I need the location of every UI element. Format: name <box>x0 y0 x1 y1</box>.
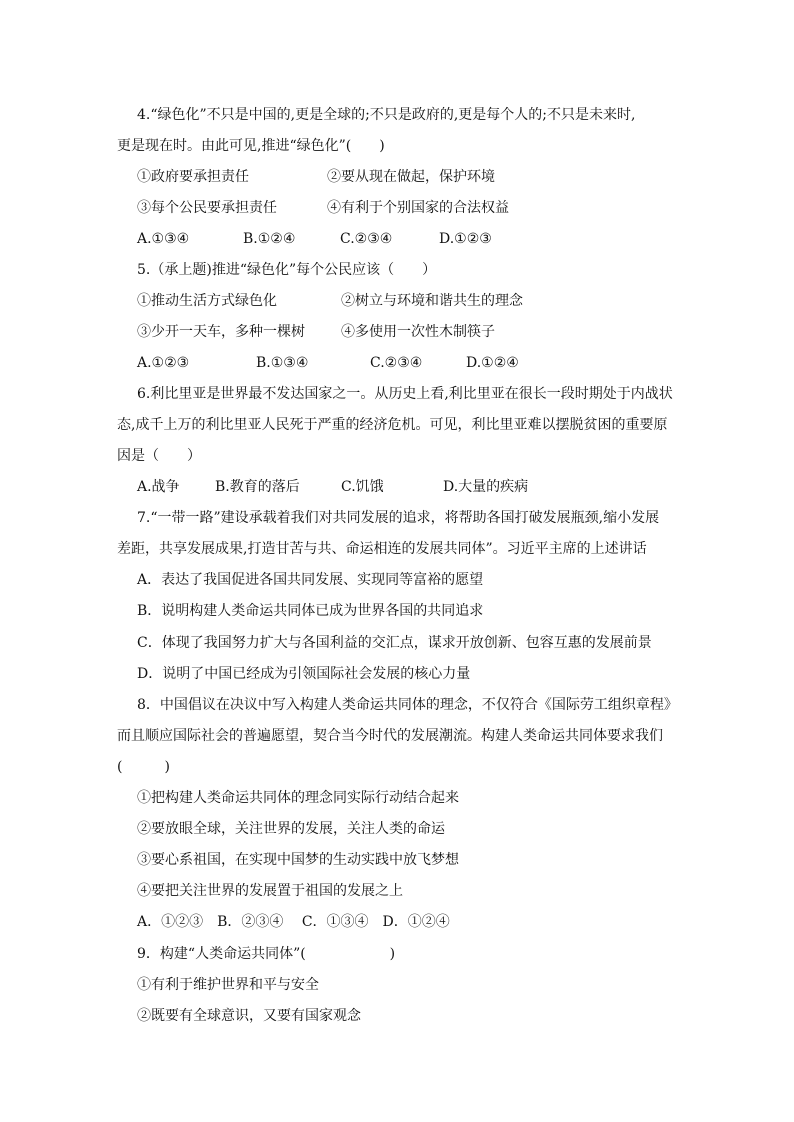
q7-stem-line2: 差距，共享发展成果,打造甘苦与共、命运相连的发展共同体”。习近平主席的上述讲话 <box>117 541 647 557</box>
q4-choice-c: C.②③④ <box>340 231 393 247</box>
q7-choice-b: B．说明构建人类命运共同体已成为世界各国的共同追求 <box>137 603 484 619</box>
q5-option-2: ②树立与环境和谐共生的理念 <box>341 293 523 309</box>
q5-option-1: ①推动生活方式绿色化 <box>137 293 277 309</box>
q4-option-4: ④有利于个别国家的合法权益 <box>327 200 509 216</box>
q4-stem-line1: 4.“绿色化”不只是中国的,更是全球的;不只是政府的,更是每个人的;不只是未来时, <box>137 107 636 123</box>
q9-option-2: ②既要有全球意识，又要有国家观念 <box>137 1008 361 1024</box>
q7-choice-d: D．说明了中国已经成为引领国际社会发展的核心力量 <box>137 666 471 682</box>
q6-choice-c: C.饥饿 <box>341 479 384 495</box>
q5-option-3: ③少开一天车，多种一棵树 <box>137 324 305 340</box>
q6-choice-b: B.教育的落后 <box>215 479 300 495</box>
q6-stem-line2: 态,成千上万的利比里亚人民死于严重的经济危机。可见，利比里亚难以摆脱贫困的重要原 <box>117 417 668 433</box>
q6-choice-d: D.大量的疾病 <box>443 479 529 495</box>
q7-stem-line1: 7.“一带一路”建设承载着我们对共同发展的追求，将帮助各国打破发展瓶颈,缩小发展 <box>137 510 660 526</box>
q6-stem-line3: 因是（ ） <box>117 448 201 464</box>
q4-option-1: ①政府要承担责任 <box>137 169 249 185</box>
q5-choice-a: A.①②③ <box>137 355 190 371</box>
q4-stem-line2: 更是现在时。由此可见,推进“绿色化”( ) <box>117 138 385 154</box>
q5-option-4: ④多使用一次性木制筷子 <box>341 324 495 340</box>
q8-choices: A．①②③ B．②③④ C．①③④ D．①②④ <box>137 914 450 930</box>
q4-choice-d: D.①②③ <box>439 231 492 247</box>
q4-choice-a: A.①③④ <box>137 231 190 247</box>
q4-option-3: ③每个公民要承担责任 <box>137 200 277 216</box>
q9-stem: 9．构建“人类命运共同体”( ) <box>137 946 396 962</box>
q4-choice-b: B.①②④ <box>243 231 296 247</box>
q8-option-2: ②要放眼全球，关注世界的发展，关注人类的命运 <box>137 821 445 837</box>
q4-option-2: ②要从现在做起，保护环境 <box>327 169 495 185</box>
q8-stem-line3: ( ) <box>117 759 170 775</box>
q8-stem-line1: 8．中国倡议在决议中写入构建人类命运共同体的理念，不仅符合《国际劳工组织章程》 <box>137 697 678 713</box>
q8-option-4: ④要把关注世界的发展置于祖国的发展之上 <box>137 883 403 899</box>
q7-choice-c: C．体现了我国努力扩大与各国利益的交汇点，谋求开放创新、包容互惠的发展前景 <box>137 635 652 651</box>
q5-stem: 5.（承上题)推进“绿色化”每个公民应该（ ） <box>137 262 437 278</box>
q9-option-1: ①有利于维护世界和平与安全 <box>137 977 319 993</box>
q6-stem-line1: 6.利比里亚是世界最不发达国家之一。从历史上看,利比里亚在很长一段时期处于内战状 <box>137 386 673 402</box>
q5-choice-b: B.①③④ <box>256 355 309 371</box>
q5-choice-c: C.②③④ <box>370 355 423 371</box>
q8-option-1: ①把构建人类命运共同体的理念同实际行动结合起来 <box>137 790 459 806</box>
q5-choice-d: D.①②④ <box>466 355 519 371</box>
q8-option-3: ③要心系祖国，在实现中国梦的生动实践中放飞梦想 <box>137 852 459 868</box>
q8-stem-line2: 而且顺应国际社会的普遍愿望，契合当今时代的发展潮流。构建人类命运共同体要求我们 <box>117 728 663 744</box>
q6-choice-a: A.战争 <box>137 479 180 495</box>
q7-choice-a: A．表达了我国促进各国共同发展、实现同等富裕的愿望 <box>137 572 484 588</box>
